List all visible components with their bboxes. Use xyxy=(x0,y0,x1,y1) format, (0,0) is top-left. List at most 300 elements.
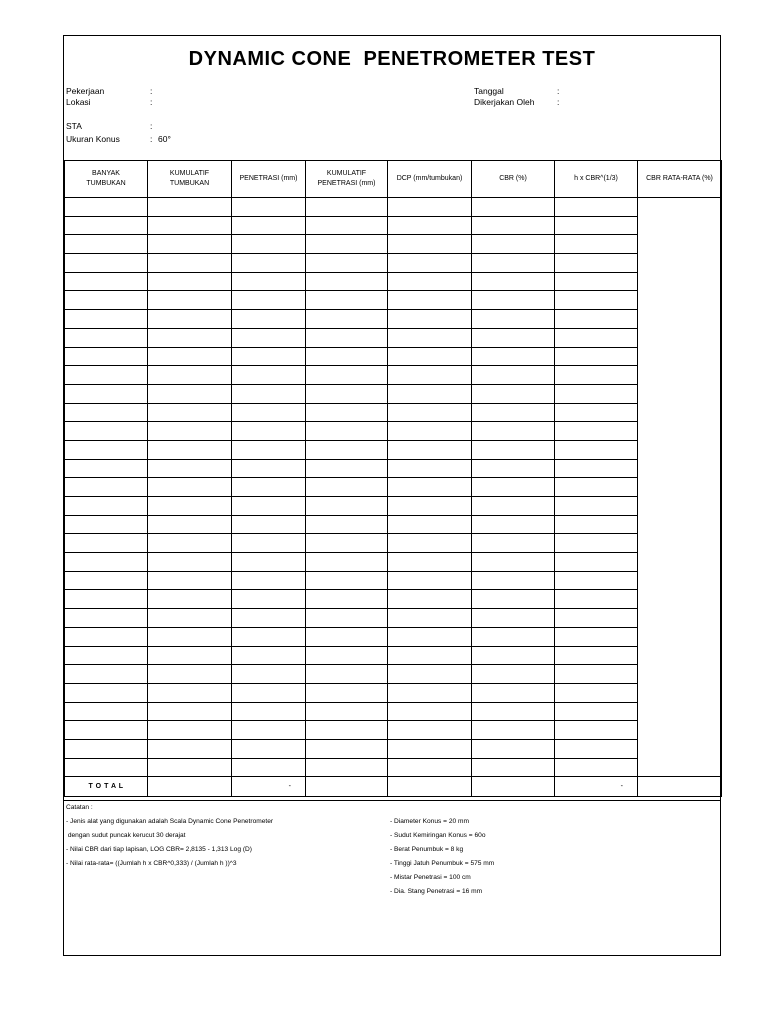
table-cell[interactable] xyxy=(232,646,306,665)
info-label: STA xyxy=(66,121,82,131)
table-cell[interactable] xyxy=(472,665,555,684)
header-cbr-rata-rata: CBR RATA-RATA (%) xyxy=(638,161,722,198)
table-cell[interactable] xyxy=(65,328,148,347)
table-cell[interactable] xyxy=(555,609,638,628)
table-cell[interactable] xyxy=(472,347,555,366)
table-cell[interactable] xyxy=(148,497,232,516)
table-cell[interactable] xyxy=(148,646,232,665)
table-cell[interactable] xyxy=(388,254,472,273)
info-colon: : xyxy=(150,134,153,144)
table-row xyxy=(65,310,722,329)
table-cell[interactable] xyxy=(65,403,148,422)
table-cell[interactable] xyxy=(148,198,232,217)
table-cell[interactable] xyxy=(306,739,388,758)
table-cell[interactable] xyxy=(148,422,232,441)
table-cell[interactable] xyxy=(555,440,638,459)
table-cell[interactable] xyxy=(555,459,638,478)
table-cell[interactable] xyxy=(232,422,306,441)
table-cell[interactable] xyxy=(232,272,306,291)
table-cell[interactable] xyxy=(472,571,555,590)
info-ukuran-konus xyxy=(66,133,171,145)
table-cell[interactable] xyxy=(306,235,388,254)
table-row xyxy=(65,347,722,366)
table-cell[interactable] xyxy=(555,235,638,254)
table-cell[interactable] xyxy=(306,254,388,273)
table-cell[interactable] xyxy=(388,198,472,217)
info-label: Ukuran Konus xyxy=(66,134,120,144)
table-cell[interactable] xyxy=(148,347,232,366)
table-cell[interactable] xyxy=(148,683,232,702)
table-cell[interactable] xyxy=(555,683,638,702)
table-cell[interactable] xyxy=(306,515,388,534)
table-cell[interactable] xyxy=(148,515,232,534)
table-cell[interactable] xyxy=(65,627,148,646)
table-cell[interactable] xyxy=(388,440,472,459)
table-cell[interactable] xyxy=(388,627,472,646)
notes-heading: Catatan : xyxy=(66,804,93,811)
table-cell[interactable] xyxy=(306,440,388,459)
table-cell[interactable] xyxy=(232,758,306,777)
table-cell[interactable] xyxy=(388,646,472,665)
info-label: Dikerjakan Oleh xyxy=(474,97,535,107)
table-row xyxy=(65,553,722,572)
table-cell[interactable] xyxy=(65,534,148,553)
table-cell[interactable] xyxy=(472,366,555,385)
table-row xyxy=(65,609,722,628)
table-row xyxy=(65,646,722,665)
header-penetrasi: PENETRASI (mm) xyxy=(232,161,306,198)
info-colon: : xyxy=(150,97,153,107)
cbr-rata-rata-cell[interactable] xyxy=(638,198,722,777)
note-left-item: - Nilai CBR dari tiap lapisan, LOG CBR= 2,8135 - 1,313 Log (D) xyxy=(66,846,252,853)
table-cell[interactable] xyxy=(306,627,388,646)
table-cell[interactable] xyxy=(472,235,555,254)
table-row xyxy=(65,328,722,347)
table-row xyxy=(65,721,722,740)
table-cell[interactable] xyxy=(65,310,148,329)
info-dikerjakan-oleh xyxy=(474,96,560,108)
note-right-item: - Sudut Kemiringan Konus = 60o xyxy=(390,832,486,839)
table-cell[interactable] xyxy=(555,590,638,609)
table-cell[interactable] xyxy=(555,646,638,665)
table-cell[interactable] xyxy=(148,702,232,721)
table-cell[interactable] xyxy=(306,478,388,497)
table-row xyxy=(65,497,722,516)
table-cell[interactable] xyxy=(232,683,306,702)
table-cell[interactable] xyxy=(306,590,388,609)
table-cell[interactable] xyxy=(472,198,555,217)
table-cell[interactable] xyxy=(148,627,232,646)
note-right-item: - Berat Penumbuk = 8 kg xyxy=(390,846,464,853)
table-cell[interactable] xyxy=(472,384,555,403)
table-cell[interactable] xyxy=(148,478,232,497)
table-cell[interactable] xyxy=(472,440,555,459)
total-penetrasi: - xyxy=(232,777,306,797)
note-left-item: - Nilai rata-rata= ((Jumlah h x CBR^0,333) / (Jumlah h ))^3 xyxy=(66,860,237,867)
table-cell[interactable] xyxy=(148,328,232,347)
table-cell[interactable] xyxy=(388,497,472,516)
table-cell[interactable] xyxy=(388,553,472,572)
table-cell[interactable] xyxy=(148,459,232,478)
note-right-item: - Mistar Penetrasi = 100 cm xyxy=(390,874,471,881)
table-row xyxy=(65,291,722,310)
table-row xyxy=(65,627,722,646)
table-cell[interactable] xyxy=(148,571,232,590)
table-cell[interactable] xyxy=(472,534,555,553)
table-cell[interactable] xyxy=(232,534,306,553)
total-kumulatif-penetrasi[interactable] xyxy=(306,777,388,797)
table-cell[interactable] xyxy=(232,366,306,385)
table-cell[interactable] xyxy=(148,739,232,758)
table-cell[interactable] xyxy=(555,739,638,758)
table-cell[interactable] xyxy=(472,403,555,422)
table-row xyxy=(65,758,722,777)
form-title: DYNAMIC CONE PENETROMETER TEST xyxy=(188,48,596,70)
table-cell[interactable] xyxy=(306,497,388,516)
table-cell[interactable] xyxy=(65,422,148,441)
table-cell[interactable] xyxy=(148,235,232,254)
table-row xyxy=(65,384,722,403)
table-row xyxy=(65,459,722,478)
info-colon: : xyxy=(557,97,560,107)
total-hxcbr: - xyxy=(555,777,638,797)
table-row xyxy=(65,366,722,385)
header-kumulatif-penetrasi: KUMULATIF PENETRASI (mm) xyxy=(306,161,388,198)
table-cell[interactable] xyxy=(232,665,306,684)
header-dcp: DCP (mm/tumbukan) xyxy=(388,161,472,198)
table-cell[interactable] xyxy=(388,609,472,628)
table-cell[interactable] xyxy=(148,403,232,422)
table-cell[interactable] xyxy=(472,272,555,291)
table-cell[interactable] xyxy=(472,216,555,235)
table-cell[interactable] xyxy=(388,721,472,740)
table-cell[interactable] xyxy=(472,683,555,702)
table-cell[interactable] xyxy=(148,534,232,553)
table-cell[interactable] xyxy=(555,571,638,590)
table-cell[interactable] xyxy=(232,384,306,403)
table-cell[interactable] xyxy=(65,478,148,497)
table-cell[interactable] xyxy=(306,683,388,702)
table-cell[interactable] xyxy=(388,515,472,534)
table-cell[interactable] xyxy=(65,702,148,721)
table-cell[interactable] xyxy=(555,347,638,366)
table-cell[interactable] xyxy=(388,758,472,777)
table-cell[interactable] xyxy=(148,440,232,459)
table-cell[interactable] xyxy=(555,272,638,291)
table-cell[interactable] xyxy=(148,272,232,291)
table-cell[interactable] xyxy=(555,366,638,385)
table-cell[interactable] xyxy=(306,272,388,291)
table-cell[interactable] xyxy=(555,497,638,516)
table-row xyxy=(65,198,722,217)
table-row xyxy=(65,478,722,497)
notes-section xyxy=(64,800,721,956)
table-cell[interactable] xyxy=(232,702,306,721)
table-cell[interactable] xyxy=(388,384,472,403)
info-colon: : xyxy=(557,86,560,96)
table-cell[interactable] xyxy=(65,291,148,310)
table-cell[interactable] xyxy=(306,646,388,665)
table-cell[interactable] xyxy=(232,291,306,310)
table-cell[interactable] xyxy=(306,534,388,553)
table-cell[interactable] xyxy=(232,571,306,590)
table-cell[interactable] xyxy=(388,478,472,497)
table-cell[interactable] xyxy=(65,739,148,758)
table-cell[interactable] xyxy=(148,216,232,235)
table-cell[interactable] xyxy=(232,478,306,497)
table-cell[interactable] xyxy=(388,665,472,684)
table-row xyxy=(65,683,722,702)
table-cell[interactable] xyxy=(306,571,388,590)
table-cell[interactable] xyxy=(472,459,555,478)
table-cell[interactable] xyxy=(232,310,306,329)
table-cell[interactable] xyxy=(65,571,148,590)
note-right-item: - Dia. Stang Penetrasi = 16 mm xyxy=(390,888,483,895)
table-cell[interactable] xyxy=(232,254,306,273)
table-cell[interactable] xyxy=(148,665,232,684)
table-cell[interactable] xyxy=(555,758,638,777)
table-cell[interactable] xyxy=(306,291,388,310)
table-cell[interactable] xyxy=(472,328,555,347)
table-cell[interactable] xyxy=(555,478,638,497)
table-header-row xyxy=(65,161,722,198)
table-cell[interactable] xyxy=(148,553,232,572)
table-cell[interactable] xyxy=(555,553,638,572)
table-cell[interactable] xyxy=(65,497,148,516)
table-cell[interactable] xyxy=(232,235,306,254)
table-cell[interactable] xyxy=(555,198,638,217)
table-cell[interactable] xyxy=(555,328,638,347)
table-cell[interactable] xyxy=(232,459,306,478)
table-cell[interactable] xyxy=(306,702,388,721)
table-row xyxy=(65,216,722,235)
dcp-table-container xyxy=(64,160,721,797)
table-row xyxy=(65,440,722,459)
table-cell[interactable] xyxy=(148,366,232,385)
table-cell[interactable] xyxy=(65,216,148,235)
table-cell[interactable] xyxy=(555,665,638,684)
table-cell[interactable] xyxy=(65,553,148,572)
table-cell[interactable] xyxy=(65,609,148,628)
table-cell[interactable] xyxy=(306,758,388,777)
table-cell[interactable] xyxy=(65,459,148,478)
table-cell[interactable] xyxy=(65,198,148,217)
table-cell[interactable] xyxy=(472,291,555,310)
table-cell[interactable] xyxy=(555,534,638,553)
info-colon: : xyxy=(150,121,153,131)
table-cell[interactable] xyxy=(232,553,306,572)
table-cell[interactable] xyxy=(232,440,306,459)
note-left-item: - Jenis alat yang digunakan adalah Scala Dynamic Cone Penetrometer xyxy=(66,818,274,825)
table-cell[interactable] xyxy=(65,683,148,702)
table-cell[interactable] xyxy=(388,291,472,310)
table-cell[interactable] xyxy=(555,310,638,329)
total-label: T O T A L xyxy=(65,777,148,797)
header-kumulatif-tumbukan: KUMULATIF TUMBUKAN xyxy=(148,161,232,198)
table-cell[interactable] xyxy=(388,590,472,609)
table-cell[interactable] xyxy=(232,590,306,609)
table-row xyxy=(65,702,722,721)
table-cell[interactable] xyxy=(388,534,472,553)
table-cell[interactable] xyxy=(306,403,388,422)
table-cell[interactable] xyxy=(232,721,306,740)
table-cell[interactable] xyxy=(148,609,232,628)
dcp-table xyxy=(64,160,722,797)
table-cell[interactable] xyxy=(472,739,555,758)
table-cell[interactable] xyxy=(306,665,388,684)
table-row xyxy=(65,272,722,291)
table-cell[interactable] xyxy=(555,254,638,273)
table-cell[interactable] xyxy=(555,384,638,403)
info-lokasi xyxy=(66,96,153,108)
table-cell[interactable] xyxy=(388,683,472,702)
table-row xyxy=(65,665,722,684)
table-cell[interactable] xyxy=(65,235,148,254)
table-cell[interactable] xyxy=(148,291,232,310)
table-cell[interactable] xyxy=(65,515,148,534)
table-cell[interactable] xyxy=(65,590,148,609)
table-row xyxy=(65,571,722,590)
table-cell[interactable] xyxy=(148,254,232,273)
table-cell[interactable] xyxy=(232,198,306,217)
table-cell[interactable] xyxy=(232,497,306,516)
table-row xyxy=(65,403,722,422)
table-cell[interactable] xyxy=(148,590,232,609)
info-label: Lokasi xyxy=(66,97,91,107)
table-cell[interactable] xyxy=(472,590,555,609)
table-cell[interactable] xyxy=(232,515,306,534)
table-cell[interactable] xyxy=(388,403,472,422)
table-cell[interactable] xyxy=(388,216,472,235)
table-cell[interactable] xyxy=(65,272,148,291)
table-cell[interactable] xyxy=(472,758,555,777)
table-cell[interactable] xyxy=(388,702,472,721)
table-cell[interactable] xyxy=(388,571,472,590)
total-cbr[interactable] xyxy=(472,777,555,797)
table-cell[interactable] xyxy=(555,216,638,235)
table-cell[interactable] xyxy=(306,553,388,572)
table-cell[interactable] xyxy=(555,291,638,310)
table-cell[interactable] xyxy=(232,627,306,646)
total-kumulatif-tumbukan[interactable] xyxy=(148,777,232,797)
table-cell[interactable] xyxy=(388,739,472,758)
table-row xyxy=(65,422,722,441)
table-cell[interactable] xyxy=(65,665,148,684)
table-cell[interactable] xyxy=(306,721,388,740)
table-row xyxy=(65,254,722,273)
info-sta xyxy=(66,120,153,132)
table-row xyxy=(65,590,722,609)
table-cell[interactable] xyxy=(472,721,555,740)
table-cell[interactable] xyxy=(306,198,388,217)
info-label: Tanggal xyxy=(474,86,504,96)
form-sheet xyxy=(63,35,721,956)
table-cell[interactable] xyxy=(472,646,555,665)
table-cell[interactable] xyxy=(388,459,472,478)
table-cell[interactable] xyxy=(232,609,306,628)
total-row xyxy=(65,777,722,797)
table-cell[interactable] xyxy=(555,422,638,441)
table-cell[interactable] xyxy=(65,440,148,459)
table-cell[interactable] xyxy=(148,310,232,329)
table-cell[interactable] xyxy=(232,739,306,758)
table-cell[interactable] xyxy=(306,347,388,366)
table-cell[interactable] xyxy=(472,627,555,646)
table-cell[interactable] xyxy=(65,646,148,665)
table-cell[interactable] xyxy=(388,235,472,254)
note-left-item: dengan sudut puncak kerucut 30 derajat xyxy=(66,832,186,839)
table-cell[interactable] xyxy=(306,422,388,441)
total-cbr-rata-rata[interactable] xyxy=(638,777,722,797)
table-cell[interactable] xyxy=(472,702,555,721)
table-cell[interactable] xyxy=(148,721,232,740)
table-cell[interactable] xyxy=(555,702,638,721)
note-right-item: - Tinggi Jatuh Penumbuk = 575 mm xyxy=(390,860,495,867)
table-cell[interactable] xyxy=(306,384,388,403)
table-cell[interactable] xyxy=(388,328,472,347)
table-row xyxy=(65,235,722,254)
table-cell[interactable] xyxy=(555,515,638,534)
table-cell[interactable] xyxy=(306,328,388,347)
table-cell[interactable] xyxy=(306,216,388,235)
table-cell[interactable] xyxy=(306,310,388,329)
table-cell[interactable] xyxy=(555,403,638,422)
table-row xyxy=(65,534,722,553)
header-banyak-tumbukan: BANYAK TUMBUKAN xyxy=(65,161,148,198)
table-cell[interactable] xyxy=(65,721,148,740)
table-cell[interactable] xyxy=(148,758,232,777)
table-cell[interactable] xyxy=(306,459,388,478)
table-cell[interactable] xyxy=(388,272,472,291)
header-cbr: CBR (%) xyxy=(472,161,555,198)
table-cell[interactable] xyxy=(306,609,388,628)
table-cell[interactable] xyxy=(388,310,472,329)
table-cell[interactable] xyxy=(388,347,472,366)
info-label: Pekerjaan xyxy=(66,86,105,96)
table-row xyxy=(65,515,722,534)
table-cell[interactable] xyxy=(472,497,555,516)
note-right-item: - Diameter Konus = 20 mm xyxy=(390,818,469,825)
table-cell[interactable] xyxy=(472,553,555,572)
table-cell[interactable] xyxy=(472,422,555,441)
table-cell[interactable] xyxy=(232,403,306,422)
table-cell[interactable] xyxy=(472,478,555,497)
table-cell[interactable] xyxy=(65,758,148,777)
table-cell[interactable] xyxy=(472,609,555,628)
table-cell[interactable] xyxy=(472,254,555,273)
table-cell[interactable] xyxy=(65,384,148,403)
table-cell[interactable] xyxy=(65,254,148,273)
info-value: 60° xyxy=(158,134,171,144)
total-dcp[interactable] xyxy=(388,777,472,797)
info-colon: : xyxy=(150,86,153,96)
table-body xyxy=(65,198,722,797)
table-cell[interactable] xyxy=(555,627,638,646)
table-cell[interactable] xyxy=(306,366,388,385)
table-cell[interactable] xyxy=(65,366,148,385)
table-cell[interactable] xyxy=(388,422,472,441)
table-cell[interactable] xyxy=(472,515,555,534)
table-cell[interactable] xyxy=(232,347,306,366)
table-cell[interactable] xyxy=(472,310,555,329)
table-cell[interactable] xyxy=(148,384,232,403)
table-cell[interactable] xyxy=(232,328,306,347)
table-cell[interactable] xyxy=(388,366,472,385)
table-row xyxy=(65,739,722,758)
table-cell[interactable] xyxy=(65,347,148,366)
table-cell[interactable] xyxy=(555,721,638,740)
table-cell[interactable] xyxy=(232,216,306,235)
